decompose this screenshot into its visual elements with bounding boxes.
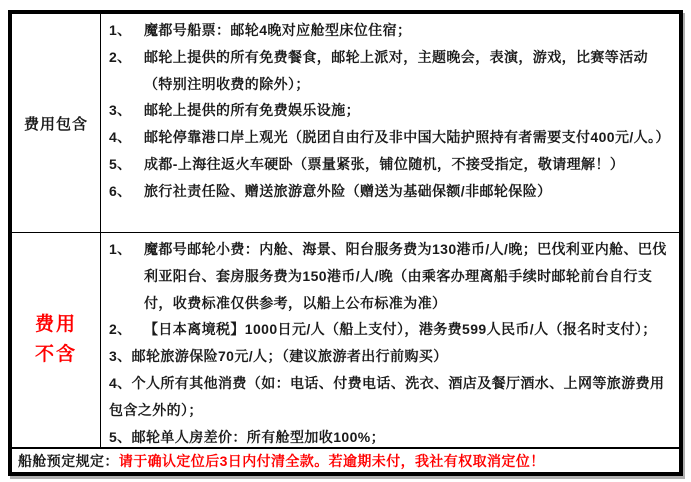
fee-item <box>109 124 673 151</box>
fee-item-number: 5、 <box>109 155 132 172</box>
fee-item <box>109 151 673 178</box>
booking-rule <box>12 451 545 471</box>
fee-item-number: 5、 <box>109 428 132 445</box>
fees-excluded-label-cell <box>12 233 101 447</box>
fee-item-text: 魔都号邮轮小费：内舱、海景、阳台服务费为130港币/人/晚；巴伐利亚内舱、巴伐利亚阳台、套房服务费为150港币/人/晚（由乘客办理离船手续时邮轮前台自行支付，收费标准仅供参考，以船上公布标准为准） <box>144 241 667 311</box>
booking-rule-notice: 请于确认定位后3日内付清全款。若逾期未付，我社有权取消定位！ <box>118 452 545 469</box>
fee-item-text: 个人所有其他消费（如：电话、付费电话、洗衣、酒店及餐厅酒水、上网等旅游费用包含之外的）； <box>109 374 665 418</box>
fees-excluded-list <box>101 233 679 447</box>
fee-item-text: 邮轮上提供的所有免费娱乐设施； <box>144 102 360 119</box>
fee-item-number: 2、 <box>109 321 132 338</box>
fee-item <box>109 17 673 44</box>
fees-table <box>8 10 683 476</box>
fee-item <box>109 236 673 316</box>
fees-included-label-cell <box>12 14 101 232</box>
fee-item <box>109 97 673 124</box>
fees-excluded-label: 费用不含 <box>34 314 77 365</box>
fee-item-number: 1、 <box>109 22 132 38</box>
fee-item-text: 旅行社责任险、赠送旅游意外险（赠送为基础保额/非邮轮保险） <box>144 182 552 199</box>
booking-rule-label: 船舱预定规定： <box>18 452 119 469</box>
fee-item-number: 3、 <box>109 102 132 119</box>
fee-item-text: 邮轮旅游保险70元/人；（建议旅游者出行前购买） <box>131 348 448 365</box>
fee-item <box>109 44 673 98</box>
fee-item <box>109 370 673 424</box>
fee-item-number: 3、 <box>109 348 132 365</box>
fee-item <box>109 343 673 370</box>
fee-item-text: 邮轮上提供的所有免费餐食，邮轮上派对，主题晚会，表演，游戏，比赛等活动（特别注明收费的除外）； <box>144 48 648 92</box>
fee-item <box>109 316 673 343</box>
fees-included-row <box>12 14 679 232</box>
fee-item <box>109 424 673 447</box>
fee-item <box>109 178 673 205</box>
fees-included-label: 费用包含 <box>23 115 88 133</box>
fee-item-number: 4、 <box>109 374 132 391</box>
fee-item-number: 6、 <box>109 182 132 199</box>
booking-rule-row <box>12 447 679 472</box>
fee-item-text: 魔都号船票：邮轮4晚对应舱型床位住宿； <box>144 22 412 38</box>
fee-item-number: 1、 <box>109 241 132 257</box>
fees-excluded-row <box>12 232 679 447</box>
fee-item-text: 成都-上海往返火车硬卧（票量紧张，铺位随机，不接受指定，敬请理解！） <box>144 155 625 172</box>
fee-item-text: 邮轮单人房差价：所有舱型加收100%； <box>131 428 385 445</box>
fee-item-text: 【日本离境税】1000日元/人（船上支付），港务费599人民币/人（报名时支付）； <box>144 321 657 338</box>
fees-included-list <box>101 14 679 232</box>
fee-item-number: 4、 <box>109 129 132 146</box>
fee-item-text: 邮轮停靠港口岸上观光（脱团自由行及非中国大陆护照持有者需要支付400元/人。） <box>144 129 670 146</box>
fee-item-number: 2、 <box>109 48 132 65</box>
